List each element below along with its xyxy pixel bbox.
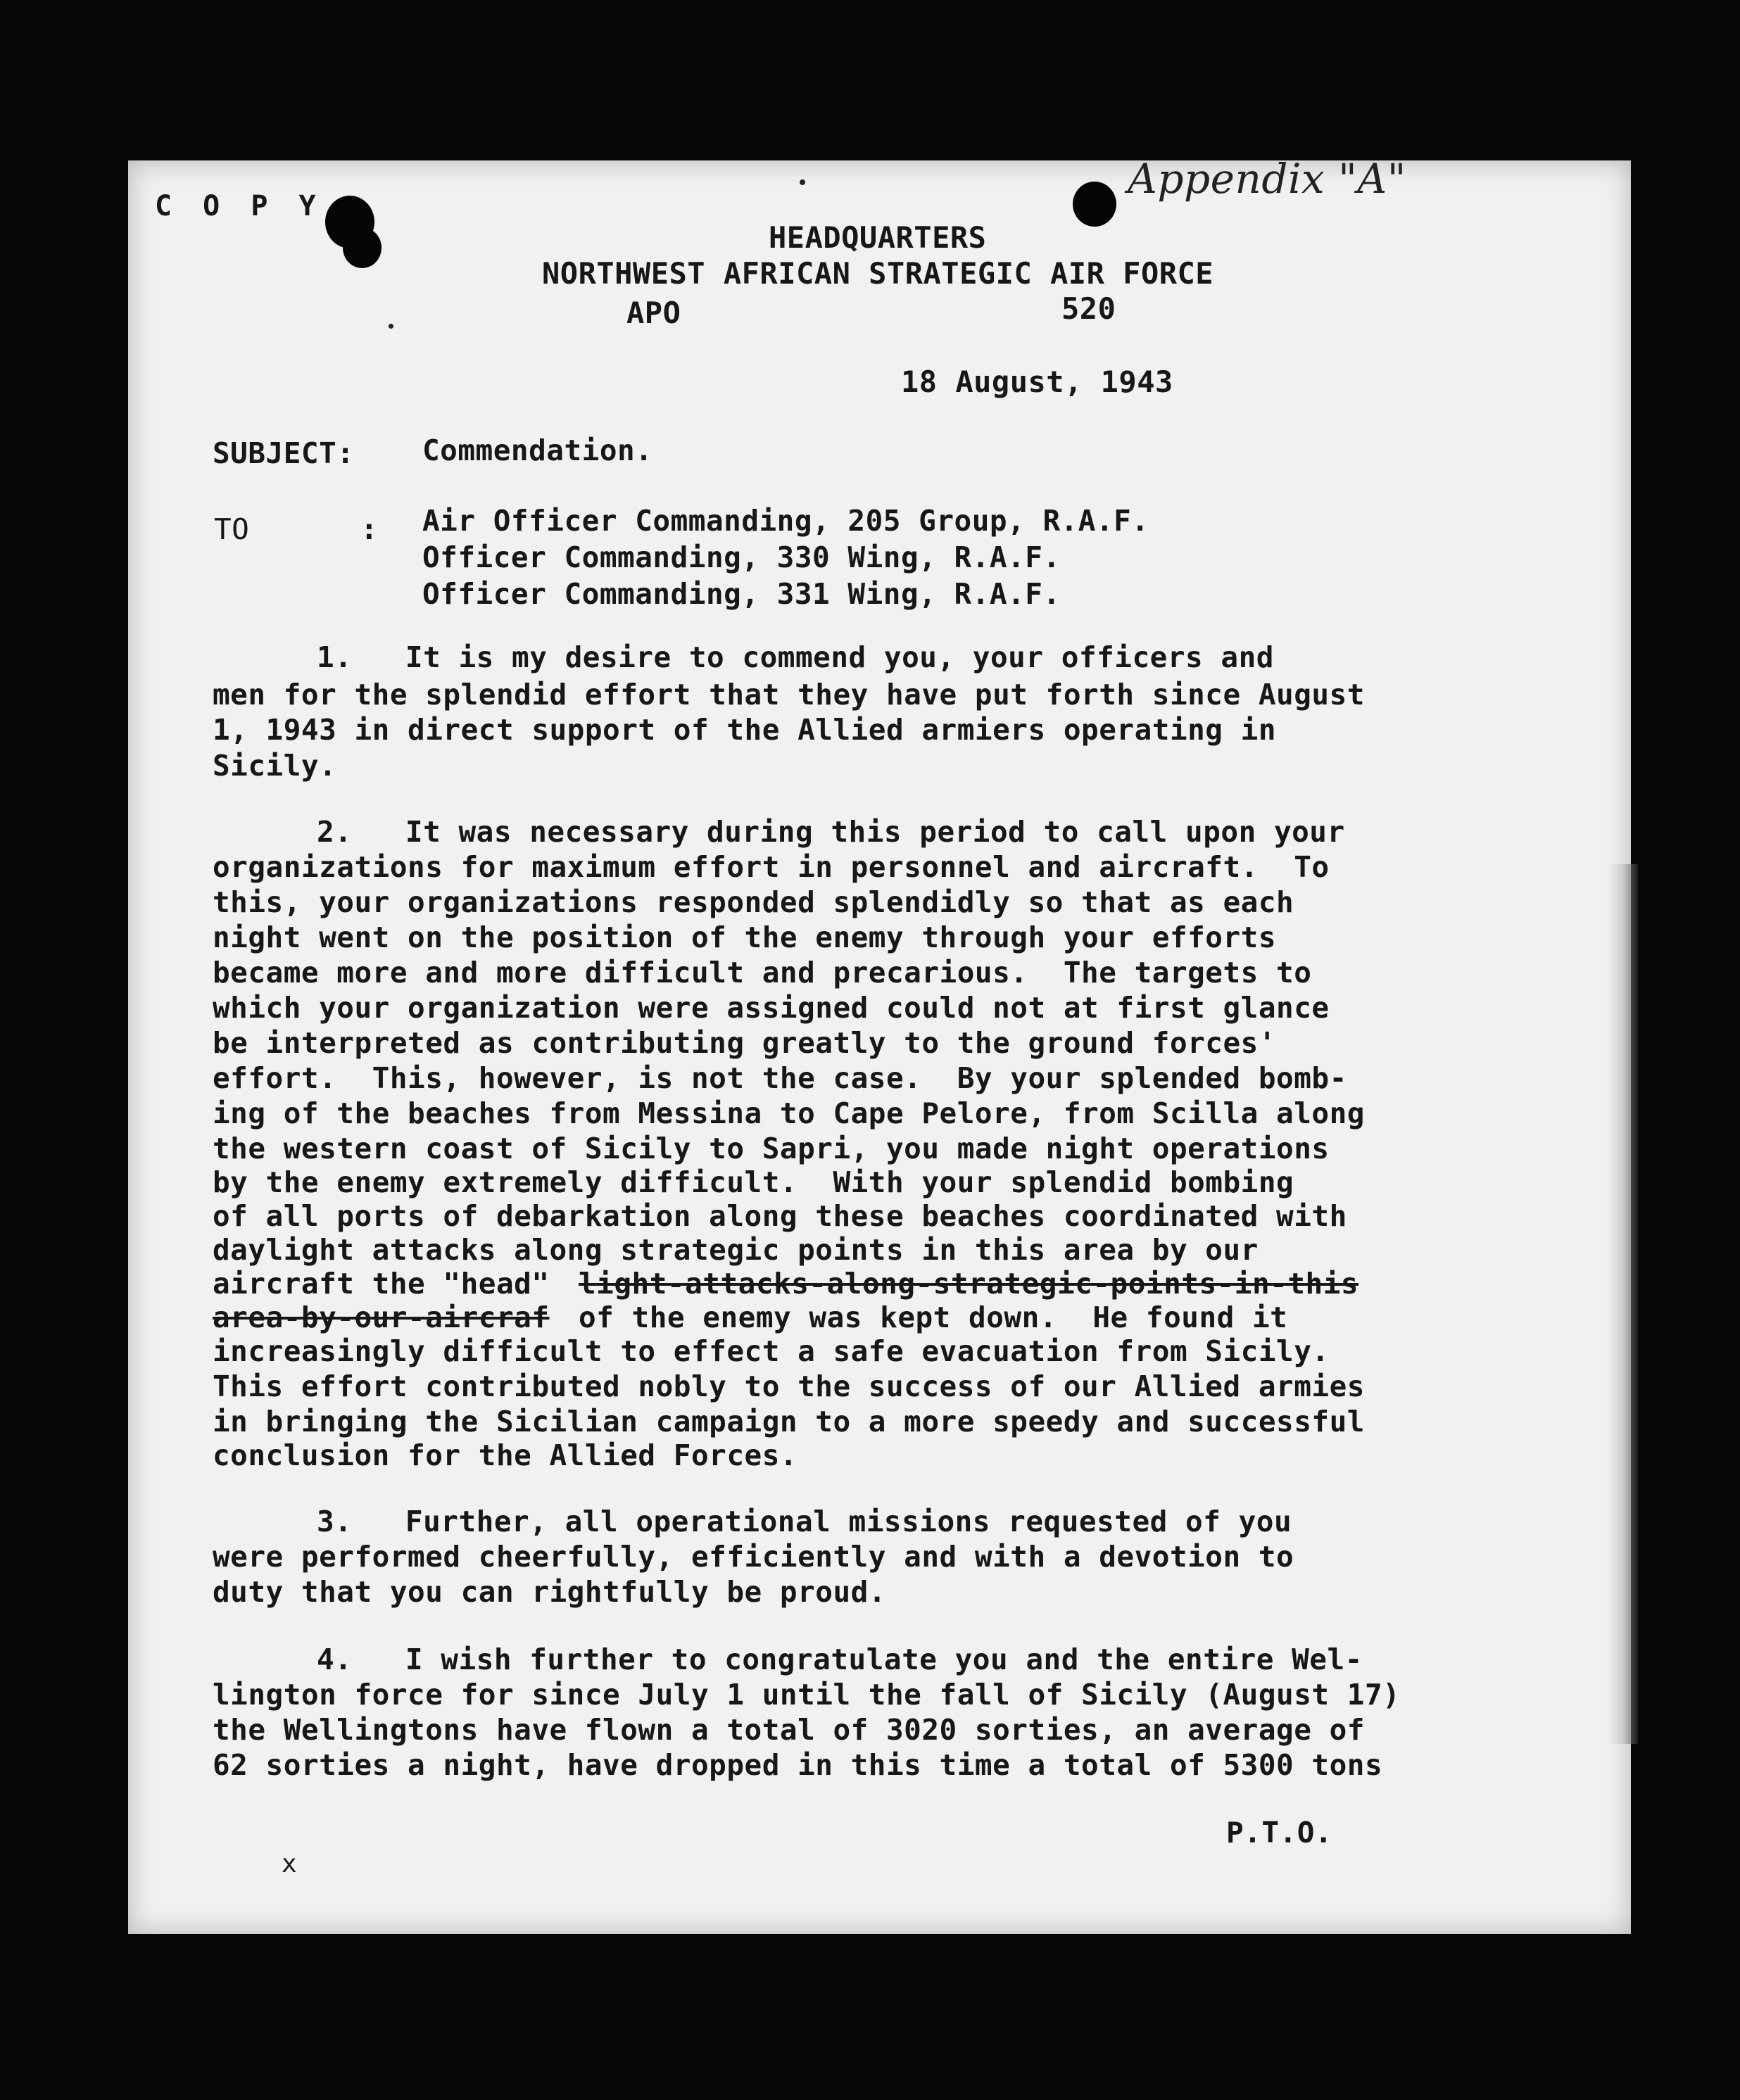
letterhead-line-2: NORTHWEST AFRICAN STRATEGIC AIR FORCE — [542, 256, 1214, 291]
struck-through-text: area-by-our-aircraf — [213, 1301, 550, 1334]
paragraph-line: This effort contributed nobly to the success of our Allied armies — [213, 1370, 1365, 1403]
paper-edge-shadow — [1608, 864, 1638, 1744]
letter-date: 18 August, 1943 — [901, 365, 1173, 399]
paragraph-line: duty that you can rightfully be proud. — [213, 1575, 886, 1609]
recipient-line: Officer Commanding, 331 Wing, R.A.F. — [422, 577, 1061, 611]
struck-through-text: light-attacks-along-strategic-points-in-this — [579, 1267, 1359, 1301]
paragraph-line: 3. Further, all operational missions requested of you — [317, 1505, 1292, 1538]
paragraph-line: 1. It is my desire to commend you, your officers and — [317, 640, 1274, 674]
paragraph-line: 4. I wish further to congratulate you and the entire Wel- — [317, 1643, 1363, 1676]
to-label: TO — [214, 512, 250, 546]
paragraph-line: ing of the beaches from Messina to Cape Pelore, from Scilla along — [213, 1096, 1365, 1130]
subject-value: Commendation. — [422, 434, 653, 467]
paragraph-line: Sicily. — [213, 749, 337, 783]
paragraph-line: by the enemy extremely difficult. With your splendid bombing — [213, 1165, 1294, 1199]
to-colon: : — [360, 512, 379, 546]
apo-number: 520 — [1061, 291, 1116, 326]
paragraph-line: conclusion for the Allied Forces. — [213, 1438, 798, 1472]
letterhead-line-1: HEADQUARTERS — [769, 220, 987, 255]
paragraph-line: daylight attacks along strategic points in this area by our — [213, 1233, 1259, 1267]
document-page — [128, 155, 1631, 1934]
copy-stamp: C O P Y — [155, 190, 323, 222]
subject-label: SUBJECT: — [213, 436, 355, 470]
paragraph-line: effort. This, however, is not the case. By your splended bomb- — [213, 1061, 1347, 1095]
paragraph-line: 62 sorties a night, have dropped in this time a total of 5300 tons — [213, 1748, 1383, 1782]
apo-label: APO — [626, 296, 681, 330]
paragraph-line: 1, 1943 in direct support of the Allied armiers operating in — [213, 713, 1277, 747]
ink-blot — [1073, 182, 1116, 227]
paragraph-line: aircraft the "head" — [213, 1267, 550, 1301]
paragraph-line: night went on the position of the enemy through your efforts — [213, 921, 1277, 954]
paragraph-line: organizations for maximum effort in personnel and aircraft. To — [213, 850, 1330, 884]
recipient-line: Officer Commanding, 330 Wing, R.A.F. — [422, 540, 1061, 574]
page-footer-pto: P.T.O. — [1226, 1816, 1333, 1849]
paragraph-line: increasingly difficult to effect a safe evacuation from Sicily. — [213, 1334, 1330, 1368]
paragraph-line: in bringing the Sicilian campaign to a more speedy and successful — [213, 1405, 1365, 1438]
paragraph-line: be interpreted as contributing greatly to the ground forces' — [213, 1026, 1277, 1060]
paragraph-line: of the enemy was kept down. He found it — [579, 1301, 1288, 1334]
paragraph-line: were performed cheerfully, efficiently and with a devotion to — [213, 1540, 1294, 1574]
paragraph-line: lington force for since July 1 until the fall of Sicily (August 17) — [213, 1678, 1401, 1712]
ink-blot — [343, 227, 382, 268]
speck — [389, 324, 393, 329]
paragraph-line: became more and more difficult and precarious. The targets to — [213, 956, 1312, 989]
paragraph-line: which your organization were assigned could not at first glance — [213, 991, 1330, 1025]
tick-mark: x — [282, 1849, 298, 1878]
appendix-handwritten-note: Appendix "A" — [1128, 155, 1406, 203]
paragraph-line: of all ports of debarkation along these beaches coordinated with — [213, 1199, 1347, 1233]
paragraph-line: this, your organizations responded splendidly so that as each — [213, 885, 1294, 919]
paragraph-line: 2. It was necessary during this period to call upon your — [317, 815, 1345, 849]
paragraph-line: the Wellingtons have flown a total of 3020 sorties, an average of — [213, 1713, 1365, 1747]
paragraph-line: men for the splendid effort that they have put forth since August — [213, 678, 1365, 711]
recipient-line: Air Officer Commanding, 205 Group, R.A.F. — [422, 504, 1149, 538]
paragraph-line: the western coast of Sicily to Sapri, you made night operations — [213, 1132, 1330, 1165]
speck — [800, 179, 805, 185]
